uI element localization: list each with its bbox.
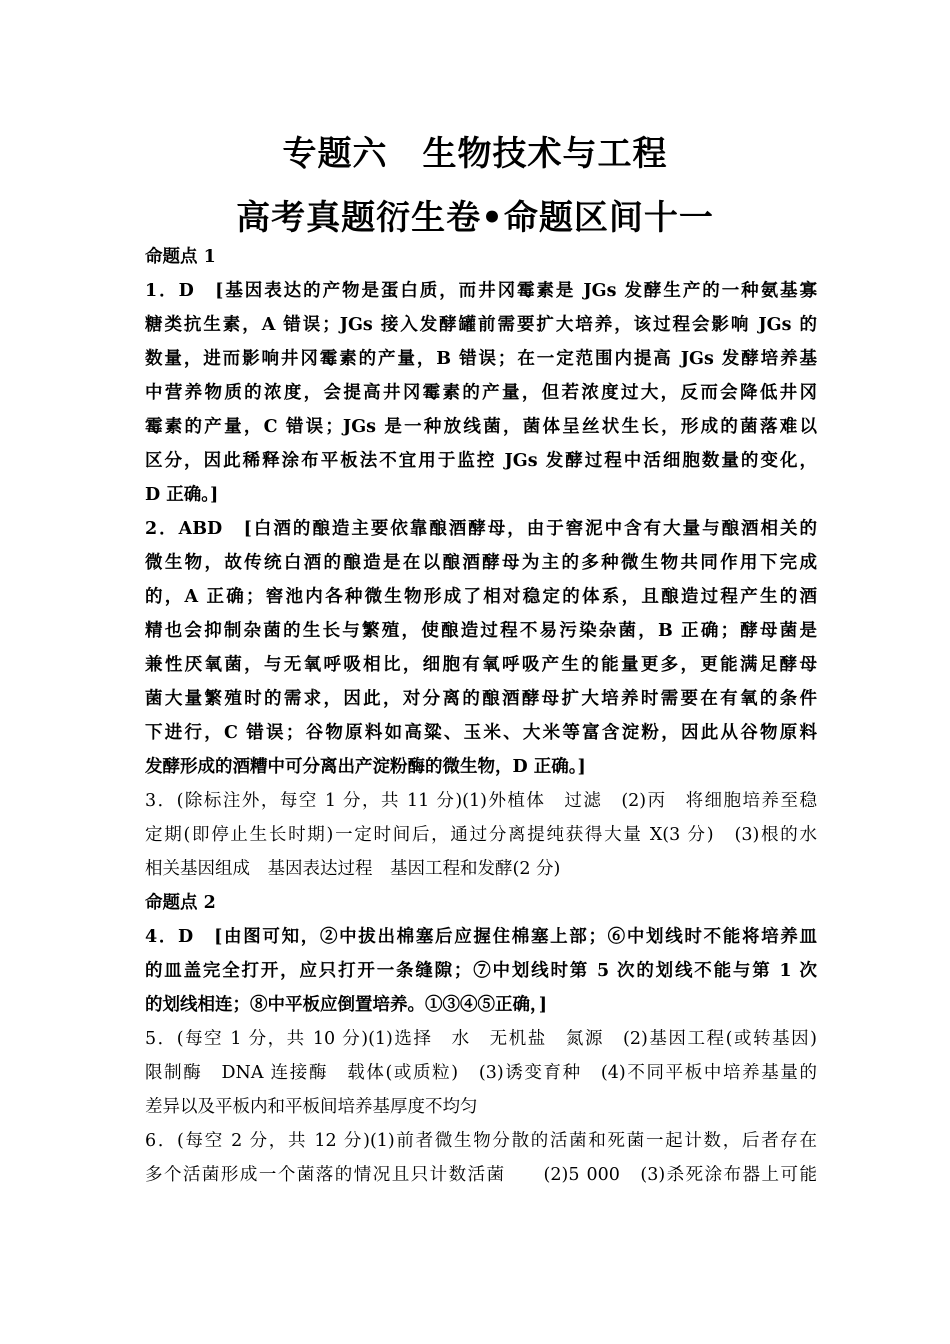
text-line: 限制酶 DNA 连接酶 载体(或质粒) (3)诱变育种 (4)不同平板中培养基量的 <box>145 1063 817 1083</box>
text-line: 发酵形成的酒糟中可分离出产淀粉酶的微生物，D 正确。] <box>145 757 586 777</box>
text-line: 相关基因组成 基因表达过程 基因工程和发酵(2 分) <box>145 859 561 879</box>
text-line: 霉素的产量，C 错误；JGs 是一种放线菌，菌体呈丝状生长，形成的菌落难以 <box>145 417 817 437</box>
text-line: 中营养物质的浓度，会提高井冈霉素的产量，但若浓度过大，反而会降低井冈 <box>145 383 817 403</box>
text-line: 2．ABD [白酒的酿造主要依靠酿酒酵母，由于窖泥中含有大量与酿酒相关的 <box>145 519 817 539</box>
text-line: 糖类抗生素，A 错误；JGs 接入发酵罐前需要扩大培养，该过程会影响 JGs 的 <box>145 315 817 335</box>
text-line: 精也会抑制杂菌的生长与繁殖，使酿造过程不易污染杂菌，B 正确；酵母菌是 <box>145 621 817 641</box>
text-line: 差异以及平板内和平板间培养基厚度不均匀 <box>145 1097 478 1117</box>
text-line: 微生物，故传统白酒的酿造是在以酿酒酵母为主的多种微生物共同作用下完成 <box>145 553 817 573</box>
section-heading: 命题点 2 <box>145 893 216 913</box>
text-line: 的皿盖完全打开，应只打开一条缝隙；⑦中划线时第 5 次的划线不能与第 1 次 <box>145 961 817 981</box>
page-title: 专题六 生物技术与工程 <box>282 134 668 174</box>
answer-body <box>145 240 817 1192</box>
text-line: 多个活菌形成一个菌落的情况且只计数活菌 (2)5 000 (3)杀死涂布器上可能 <box>145 1165 817 1185</box>
text-line: 定期(即停止生长时期)一定时间后，通过分离提纯获得大量 X(3 分) (3)根的水 <box>145 825 817 845</box>
text-line: 菌大量繁殖时的需求，因此，对分离的酿酒酵母扩大培养时需要在有氧的条件 <box>145 689 817 709</box>
text-line: 数量，进而影响井冈霉素的产量，B 错误；在一定范围内提高 JGs 发酵培养基 <box>145 349 817 369</box>
text-line: 5．(每空 1 分，共 10 分)(1)选择 水 无机盐 氮源 (2)基因工程(或转基因) <box>145 1029 817 1049</box>
text-line: 兼性厌氧菌，与无氧呼吸相比，细胞有氧呼吸产生的能量更多，更能满足酵母 <box>145 655 817 675</box>
text-line: 区分，因此稀释涂布平板法不宜用于监控 JGs 发酵过程中活细胞数量的变化， <box>145 451 817 471</box>
text-line: 下进行，C 错误；谷物原料如高粱、玉米、大米等富含淀粉，因此从谷物原料 <box>145 723 817 743</box>
text-line: D 正确。] <box>145 485 219 505</box>
page-subtitle: 高考真题衍生卷•命题区间十一 <box>236 198 714 238</box>
text-line: 6．(每空 2 分，共 12 分)(1)前者微生物分散的活菌和死菌一起计数，后者存在 <box>145 1131 817 1151</box>
section-heading: 命题点 1 <box>145 247 216 267</box>
text-line: 1．D [基因表达的产物是蛋白质，而井冈霉素是 JGs 发酵生产的一种氨基寡 <box>145 281 817 301</box>
text-line: 4．D [由图可知，②中拔出棉塞后应握住棉塞上部；⑥中划线时不能将培养皿 <box>145 927 817 947</box>
text-line: 的，A 正确；窖池内各种微生物形成了相对稳定的体系，且酿造过程产生的酒 <box>145 587 817 607</box>
text-line: 的划线相连；⑧中平板应倒置培养。①③④⑤正确，] <box>145 995 548 1015</box>
text-line: 3．(除标注外，每空 1 分，共 11 分)(1)外植体 过滤 (2)丙 将细胞培养至稳 <box>145 791 817 811</box>
